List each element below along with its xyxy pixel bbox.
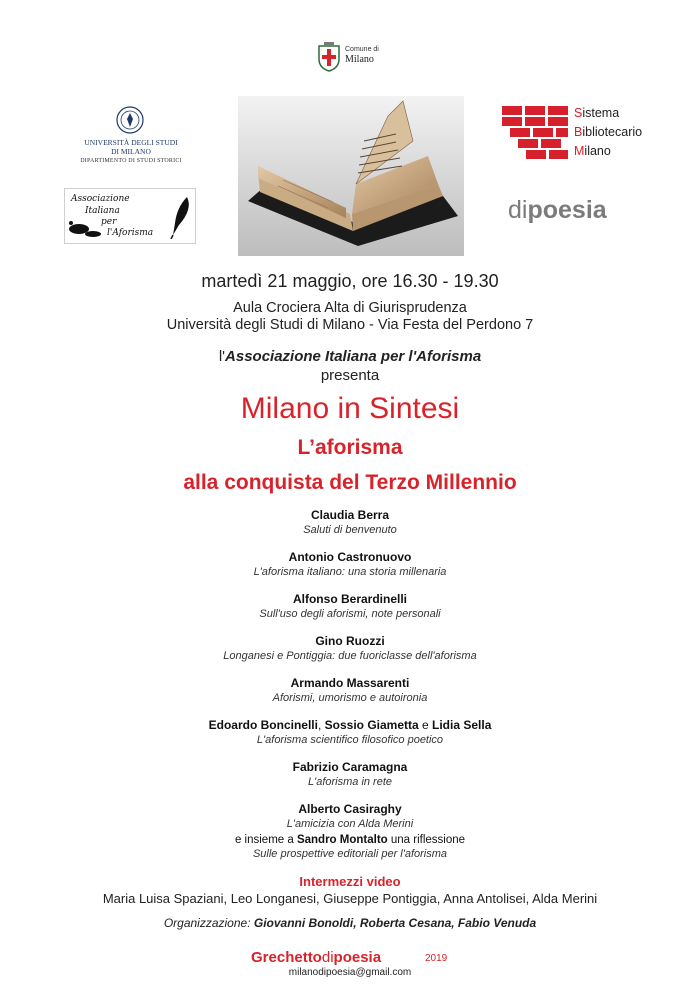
speaker-talk: Saluti di benvenuto bbox=[303, 524, 397, 536]
aia-logo-line4: l'Aforisma bbox=[107, 228, 154, 238]
speaker-talk: L'aforisma italiano: una storia millenaria bbox=[253, 566, 447, 578]
quill-pen-icon bbox=[163, 195, 193, 239]
footer-year: 2019 bbox=[425, 953, 448, 964]
unimi-logo bbox=[66, 106, 196, 166]
sbm-grid-icon bbox=[502, 106, 570, 160]
aia-logo-line2: Italiana bbox=[85, 206, 120, 216]
event-date: martedì 21 maggio, ore 16.30 - 19.30 bbox=[201, 271, 499, 291]
speaker-talk: Longanesi e Pontiggia: due fuoriclasse dell'aforisma bbox=[223, 650, 477, 662]
aia-logo bbox=[64, 188, 196, 244]
speaker-talk: L'aforisma in rete bbox=[307, 776, 393, 788]
organization-line: Organizzazione: Giovanni Bonoldi, Roberta Cesana, Fabio Venuda bbox=[163, 916, 537, 930]
event-subtitle-line2: alla conquista del Terzo Millennio bbox=[183, 471, 517, 494]
event-title: Milano in Sintesi bbox=[240, 392, 460, 425]
comune-milano-logo bbox=[316, 42, 386, 74]
university-seal-icon bbox=[116, 106, 144, 134]
ink-splash-icon bbox=[65, 217, 105, 241]
presenter-org: Associazione Italiana per l'Aforisma bbox=[225, 348, 482, 365]
speaker-name: Armando Massarenti bbox=[290, 676, 410, 690]
speaker-talk: L'aforisma scientifico filosofico poetico bbox=[256, 734, 444, 746]
comune-crest-icon bbox=[316, 42, 342, 72]
grechetto-logo: Grechettodipoesia bbox=[251, 949, 382, 966]
speaker-group-names: Edoardo Boncinelli, Sossio Giametta e Lidia Sella bbox=[208, 718, 492, 732]
extra-speaker-talk: Sulle prospettive editoriali per l'aforisma bbox=[252, 848, 448, 860]
comune-label-city: Milano bbox=[345, 54, 374, 65]
speaker-name: Alberto Casiraghy bbox=[298, 802, 402, 816]
sbm-word-1: Sistema bbox=[574, 106, 620, 120]
speaker-name: Alfonso Berardinelli bbox=[292, 592, 408, 606]
speaker-name: Gino Ruozzi bbox=[315, 634, 385, 648]
comune-label-small: Comune di bbox=[345, 46, 379, 53]
sistema-bibliotecario-logo bbox=[502, 106, 642, 162]
speaker-talk: Aforismi, umorismo e autoironia bbox=[272, 692, 428, 704]
book-illustration bbox=[238, 96, 464, 256]
speaker-name: Sandro Montalto bbox=[296, 834, 388, 846]
speaker-name: Sossio Giametta bbox=[324, 718, 419, 732]
organizer-name: Giovanni Bonoldi bbox=[253, 916, 354, 930]
speaker-name: Lidia Sella bbox=[432, 718, 492, 732]
intermezzi-title: Intermezzi video bbox=[299, 874, 401, 889]
intermezzi-list: Maria Luisa Spaziani, Leo Longanesi, Giuseppe Pontiggia, Anna Antolisei, Alda Merini bbox=[102, 891, 598, 906]
speaker-talk: L'amicizia con Alda Merini bbox=[286, 818, 414, 830]
venue-room: Aula Crociera Alta di Giurisprudenza bbox=[233, 300, 467, 316]
sbm-word-2: Bibliotecario bbox=[574, 125, 643, 139]
aia-logo-line1: Associazione bbox=[71, 194, 130, 204]
sbm-word-3: Milano bbox=[574, 144, 611, 158]
presenter-line: l'Associazione Italiana per l'Aforisma bbox=[218, 348, 482, 365]
extra-speaker-line: e insieme a Sandro Montalto una riflessione bbox=[234, 834, 466, 846]
organizer-name: Roberta Cesana bbox=[359, 916, 452, 930]
dipoesia-logo: dipoesia bbox=[508, 196, 607, 224]
organizer-name: Fabio Venuda bbox=[457, 916, 537, 930]
event-subtitle-line1: L’aforisma bbox=[297, 436, 403, 459]
speaker-name: Fabrizio Caramagna bbox=[292, 760, 408, 774]
speaker-talk: Sull'uso degli aforismi, note personali bbox=[259, 608, 441, 620]
open-book-image bbox=[238, 96, 464, 256]
speaker-name: Antonio Castronuovo bbox=[288, 550, 412, 564]
venue-address: Università degli Studi di Milano - Via Festa del Perdono 7 bbox=[166, 317, 534, 333]
unimi-department: DIPARTIMENTO DI STUDI STORICI bbox=[80, 158, 182, 164]
aia-logo-line3: per bbox=[101, 217, 117, 227]
speaker-name: Edoardo Boncinelli bbox=[208, 718, 318, 732]
speaker-name: Claudia Berra bbox=[310, 508, 390, 522]
presenta-label: presenta bbox=[320, 367, 380, 384]
contact-email[interactable]: milanodipoesia@gmail.com bbox=[288, 967, 412, 978]
unimi-name-line1: UNIVERSITÀ DEGLI STUDI bbox=[84, 138, 178, 147]
unimi-name-line2: DI MILANO bbox=[111, 147, 151, 156]
